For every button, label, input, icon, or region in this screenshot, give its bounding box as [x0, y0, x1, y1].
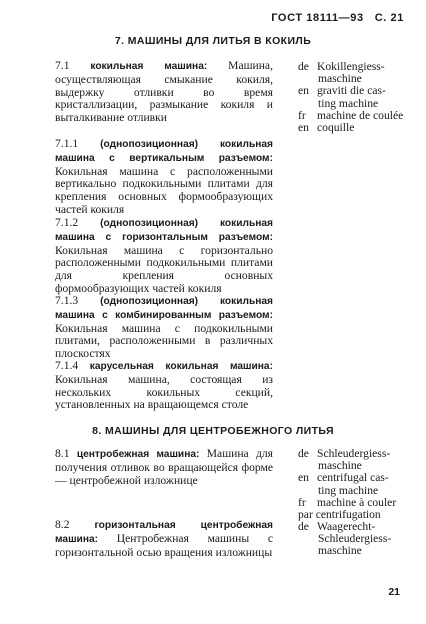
item-term: горизонтальная центробежная машина: — [55, 520, 273, 545]
page-number: 21 — [388, 586, 400, 598]
item-7-1-2 — [55, 217, 273, 296]
translations-8-1 — [298, 448, 418, 521]
item-term: (однопозиционная) кокильная машина с комбинированным разъемом: — [55, 296, 273, 321]
item-number: 7.1.3 — [55, 294, 79, 307]
translation-line: en coquille — [298, 121, 355, 135]
translations-7-1 — [298, 61, 418, 134]
item-definition: Кокильная машина с подкокильными плитами, расположенными в различных плоскостях — [55, 321, 273, 361]
item-definition: Кокильная машина с расположенными вертикально подкокильными плитами для крепления основных формообразующих частей кокиля — [55, 164, 273, 216]
item-definition: Машина, осуществляющая смыкание кокиля, выдержку отливки во время кристаллизации, размыкание кокиля и выталкивание отливки — [55, 59, 273, 125]
section-8-title: 8. МАШИНЫ ДЛЯ ЦЕНТРОБЕЖНОГО ЛИТЬЯ — [92, 425, 334, 437]
item-number: 7.1 — [55, 59, 70, 72]
header-page: С. 21 — [374, 12, 404, 24]
translation-line: en centrifugal cas- — [298, 471, 389, 485]
item-definition: Машина для получения отливок во вращающейся форме — центробежной изложнице — [55, 447, 273, 487]
item-7-1 — [55, 60, 273, 125]
item-term: центробежная машина: — [76, 449, 200, 460]
item-term: кокильная машина: — [90, 61, 208, 72]
translation-line: par centrifugation — [298, 508, 381, 522]
item-8-1 — [55, 448, 273, 487]
item-7-1-1 — [55, 138, 273, 217]
translation-line: Schleudergiess- — [318, 532, 392, 546]
item-term: карусельная кокильная машина: — [89, 361, 273, 372]
section-7-title: 7. МАШИНЫ ДЛЯ ЛИТЬЯ В КОКИЛЬ — [114, 35, 312, 47]
item-7-1-4 — [55, 360, 273, 412]
translation-line: fr machine à couler — [298, 495, 397, 509]
translation-line: maschine — [318, 459, 362, 473]
translation-line: de Schleudergiess- — [298, 447, 391, 460]
gost-number: ГОСТ 18111—93 — [271, 12, 364, 24]
item-7-1-3 — [55, 295, 273, 361]
translation-line: fr machine de coulée — [298, 108, 404, 122]
translation-line: de Kokillengiess- — [298, 60, 385, 73]
item-definition: Центробежная машины с горизонтальной осью вращения изложницы — [55, 531, 273, 559]
translations-8-2 — [298, 521, 418, 558]
item-definition: Кокильная машина с горизонтально расположенными подкокильными плитами для крепления основных формообразующих частей кокиля — [55, 243, 273, 295]
item-number: 7.1.4 — [55, 359, 79, 372]
item-term: (однопозиционная) кокильная машина с горизонтальным разъемом: — [55, 218, 273, 243]
item-term: (однопозиционная) кокильная машина с вертикальным разъемом: — [55, 139, 273, 164]
translation-line: de Waagerecht- — [298, 520, 376, 533]
translation-line: ting machine — [318, 483, 379, 497]
item-number: 7.1.1 — [55, 137, 79, 150]
item-number: 8.2 — [55, 518, 70, 531]
page-header — [271, 12, 404, 24]
translation-line: maschine — [318, 544, 362, 558]
item-number: 8.1 — [55, 447, 70, 460]
translation-line: en graviti die cas- — [298, 84, 386, 98]
item-number: 7.1.2 — [55, 216, 79, 229]
item-8-2 — [55, 519, 273, 559]
translation-line: maschine — [318, 72, 362, 86]
translation-line: ting machine — [318, 96, 379, 110]
item-definition: Кокильная машина, состоящая из нескольких кокильных секций, установленных на вращающемся столе — [55, 372, 273, 412]
